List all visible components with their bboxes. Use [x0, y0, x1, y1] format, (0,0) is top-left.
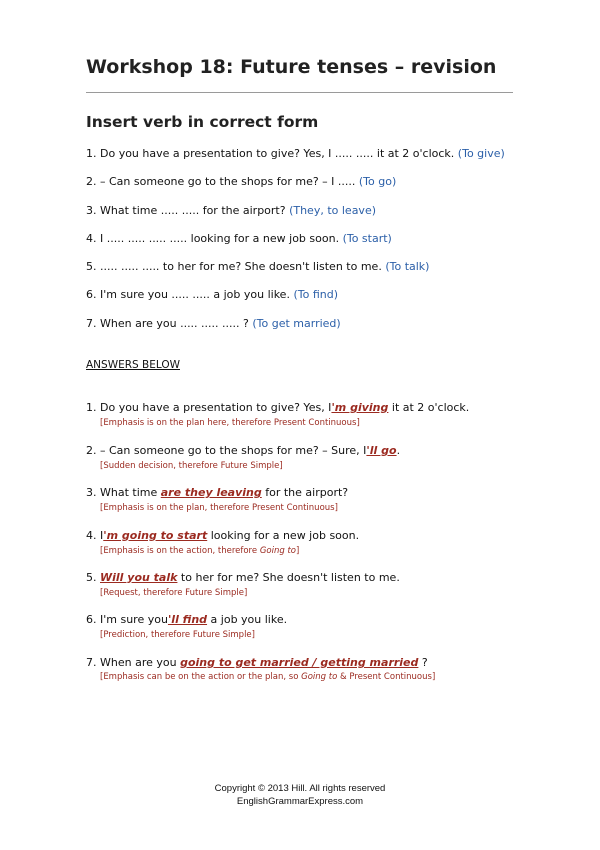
- question-hint: (To start): [342, 232, 392, 245]
- note-emphasis: Going to: [259, 546, 296, 556]
- answer-highlight: are they leaving: [160, 486, 262, 499]
- note-text: [Emphasis is on the plan, therefore Present Continuous]: [100, 503, 338, 513]
- answer-text: 5.: [86, 571, 100, 584]
- question-6: [86, 288, 338, 301]
- answer-text: looking for a new job soon.: [207, 529, 360, 542]
- note-text: &: [337, 672, 350, 682]
- answer-highlight: 'll go: [366, 444, 397, 457]
- question-hint: (To talk): [385, 260, 430, 273]
- answer-text: to her for me? She doesn't listen to me.: [177, 571, 400, 584]
- question-1: [86, 147, 505, 160]
- answer-text: ?: [418, 656, 428, 669]
- note-text: [Sudden decision, therefore Future Simple]: [100, 461, 283, 471]
- answer-highlight: 'm giving: [331, 401, 389, 414]
- note-text: [Emphasis is on the plan here, therefore Present Continuous]: [100, 418, 360, 428]
- answer-highlight: going to get married / getting married: [180, 656, 419, 669]
- note-text: [Request, therefore Future Simple]: [100, 588, 248, 598]
- answer-7: [86, 656, 428, 669]
- note-emphasis: Going to: [301, 672, 338, 682]
- question-text: 6. I'm sure you ..... ..... a job you like.: [86, 288, 290, 301]
- question-hint: (To get married): [252, 317, 341, 330]
- note-text: Present Continuous]: [349, 672, 436, 682]
- question-5: [86, 260, 429, 273]
- question-hint: (To give): [457, 147, 505, 160]
- question-hint: (To find): [293, 288, 338, 301]
- question-3: [86, 204, 376, 217]
- note-text: ]: [295, 546, 300, 556]
- answer-highlight: 'll find: [167, 613, 208, 626]
- question-2: [86, 175, 396, 188]
- section-title: Insert verb in correct form: [86, 113, 319, 131]
- answer-highlight: 'm going to start: [103, 529, 208, 542]
- answer-text: 3. What time: [86, 486, 161, 499]
- note-text: [Prediction, therefore Future Simple]: [100, 630, 255, 640]
- answer-3: [86, 486, 348, 499]
- question-hint: (To go): [358, 175, 397, 188]
- answer-text: 7. When are you: [86, 656, 181, 669]
- title-divider: [86, 92, 513, 93]
- answer-text: for the airport?: [261, 486, 349, 499]
- answer-text: a job you like.: [207, 613, 288, 626]
- answer-note-6: [100, 630, 255, 640]
- footer-site: EnglishGrammarExpress.com: [236, 796, 364, 807]
- answer-highlight: Will you talk: [100, 571, 178, 584]
- answers-heading: ANSWERS BELOW: [86, 359, 180, 371]
- answer-text: 6. I'm sure you: [86, 613, 168, 626]
- answer-2: [86, 444, 400, 457]
- answer-note-1: [100, 418, 360, 428]
- question-text: 3. What time ..... ..... for the airport?: [86, 204, 286, 217]
- answer-text: 4. I: [86, 529, 104, 542]
- answer-note-3: [100, 503, 338, 513]
- answer-text: it at 2 o'clock.: [388, 401, 470, 414]
- answer-note-5: [100, 588, 247, 598]
- question-text: 5. ..... ..... ..... to her for me? She doesn't listen to me.: [86, 260, 382, 273]
- question-text: 2. – Can someone go to the shops for me? – I .....: [86, 175, 356, 188]
- answer-4: [86, 529, 359, 542]
- question-text: 4. I ..... ..... ..... ..... looking for a new job soon.: [86, 232, 340, 245]
- question-text: 7. When are you ..... ..... ..... ?: [86, 317, 249, 330]
- note-text: [Emphasis can be on the action or the plan, so: [100, 672, 302, 682]
- question-text: 1. Do you have a presentation to give? Yes, I ..... ..... it at 2 o'clock.: [86, 147, 455, 160]
- question-4: [86, 232, 392, 245]
- answer-1: [86, 401, 469, 414]
- answer-note-4: [100, 546, 299, 556]
- answer-text: 2. – Can someone go to the shops for me? – Sure, I: [86, 444, 367, 457]
- answer-5: [86, 571, 400, 584]
- answer-6: [86, 613, 287, 626]
- answer-text: .: [396, 444, 401, 457]
- question-7: [86, 317, 341, 330]
- answer-text: 1. Do you have a presentation to give? Yes, I: [86, 401, 332, 414]
- answer-note-7: [100, 672, 435, 682]
- question-hint: (They, to leave): [289, 204, 377, 217]
- page-title: Workshop 18: Future tenses – revision: [86, 56, 497, 78]
- note-text: [Emphasis is on the action, therefore: [100, 546, 260, 556]
- footer-copyright: Copyright © 2013 Hill. All rights reserved: [214, 783, 386, 794]
- answer-note-2: [100, 461, 283, 471]
